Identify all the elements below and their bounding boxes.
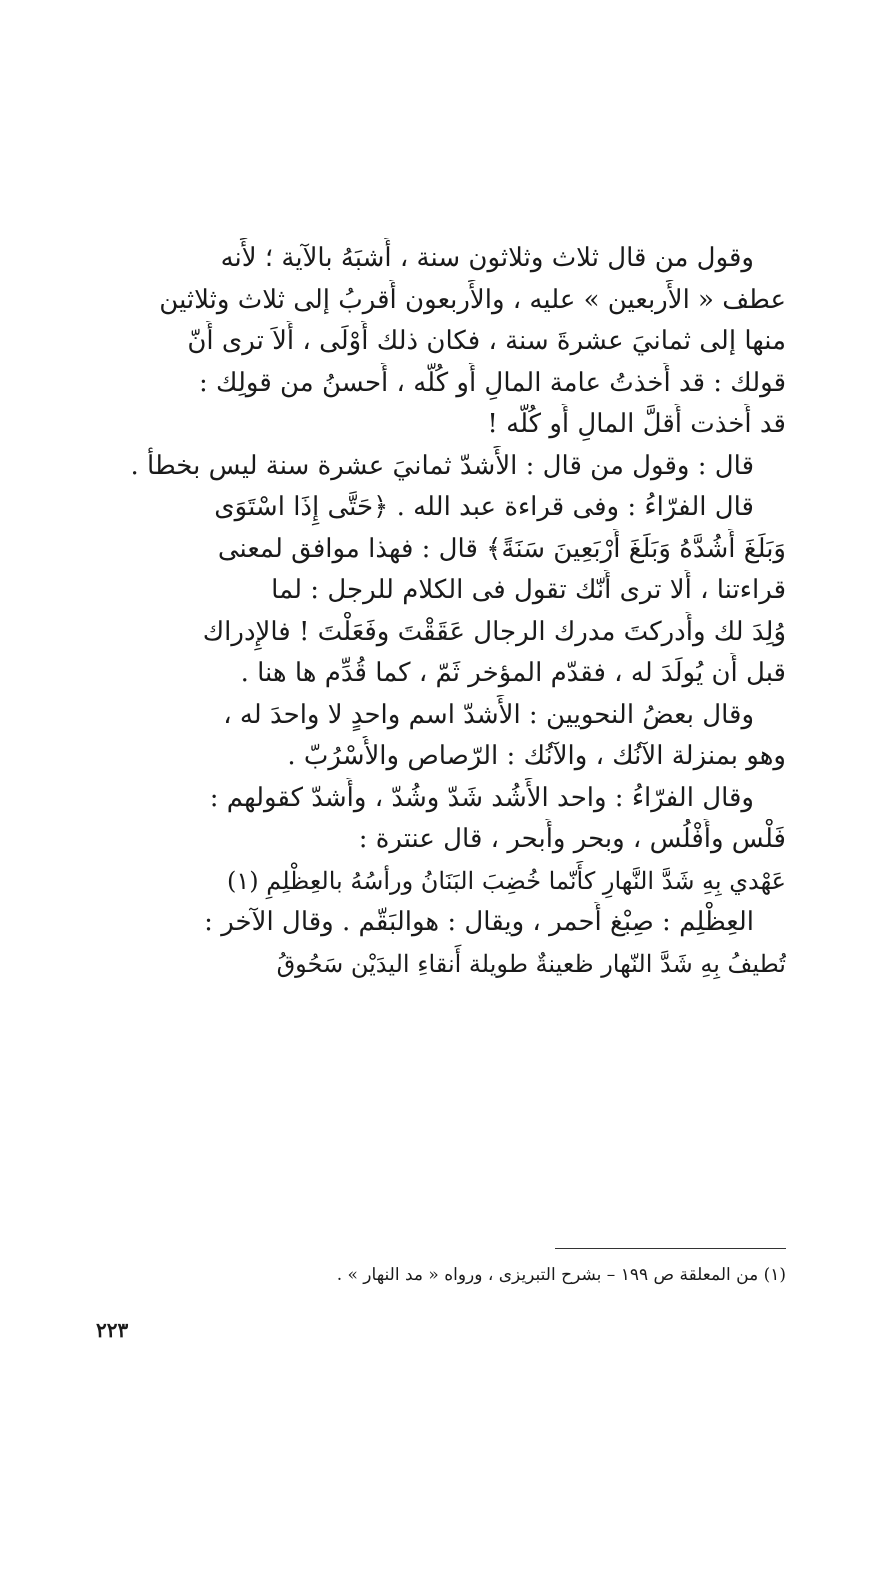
text-line: وقال بعضُ النحويين : الأَشدّ اسم واحدٍ لا واحدَ له ، [223, 699, 754, 730]
text-line: قراءتنا ، أَلا ترى أَنّك تقول فى الكلام للرجل : لما [271, 575, 786, 605]
text-line: منها إلى ثمانيَ عشرةَ سنة ، فكان ذلك أَوْلَى ، أَلاَ ترى أَنّ [187, 326, 786, 356]
text-line: وقال الفرّاءُ : واحد الأَشُد شَدّ وشُدّ ، وأَشدّ كقولهم : [209, 782, 754, 813]
text-line: عطف « الأَربعين » عليه ، والأَربعون أَقربُ إلى ثلاث وثلاثين [159, 284, 786, 315]
text-line: قال : وقول من قال : الأَشدّ ثمانيَ عشرة سنة ليس بخطأ . [130, 450, 754, 481]
footnote: (١) من المعلقة ص ١٩٩ – بشرح التبريزى ، ورواه « مد النهار » . [336, 1265, 786, 1285]
verse-line: عَهْدي بِهِ شَدَّ النَّهارِ كأَنّما خُضِبَ البَنَانُ ورأسُهُ بالعِظْلِمِ (١) [226, 866, 786, 895]
text-line: وَبَلَغَ أَشُدَّهُ وَبَلَغَ أَرْبَعِينَ سَنَةً﴾ قال : فهذا موافق لمعنى [217, 533, 786, 564]
text-line: وقول من قال ثلاث وثلاثون سنة ، أَشبَهُ بالآية ؛ لأَنه [220, 243, 754, 273]
text-line: فَلْس وأَفْلُس ، وبحر وأَبحر ، قال عنترة : [358, 824, 786, 854]
main-text [96, 238, 786, 985]
text-line: وُلِدَ لك وأَدركتَ مدرك الرجال عَقَقْتَ وفَعَلْتَ ! فالإِدراك [202, 616, 786, 647]
text-line: وهو بمنزلة الآنُك ، والآنُك : الرّصاص والأُسْرُبّ . [287, 741, 786, 771]
text-line: قبل أَن يُولَدَ له ، فقدّم المؤخر ثَمّ ، كما قُدِّم ها هنا . [240, 658, 786, 688]
page-number: ٢٢٣ [96, 1318, 129, 1342]
footnote-divider [555, 1248, 786, 1249]
text-line: قد أَخذت أَقلَّ المالِ أَو كُلَّه ! [487, 409, 786, 439]
text-line: قولك : قد أَخذتُ عامة المالِ أَو كُلَّه ، أَحسنُ من قولِك : [199, 367, 786, 398]
text-line: العِظْلِم : صِبْغ أَحمر ، ويقال : هوالبَقّم . وقال الآخر : [204, 907, 754, 937]
verse-line: تُطيفُ بِهِ شَدَّ النّهار ظعينةٌ طويلة أَنقاءِ اليدَيْن سَحُوقُ [276, 949, 786, 978]
text-line: قال الفرّاءُ : وفى قراءة عبد الله . ﴿حَتَّى إِذَا اسْتَوَى [214, 492, 754, 522]
